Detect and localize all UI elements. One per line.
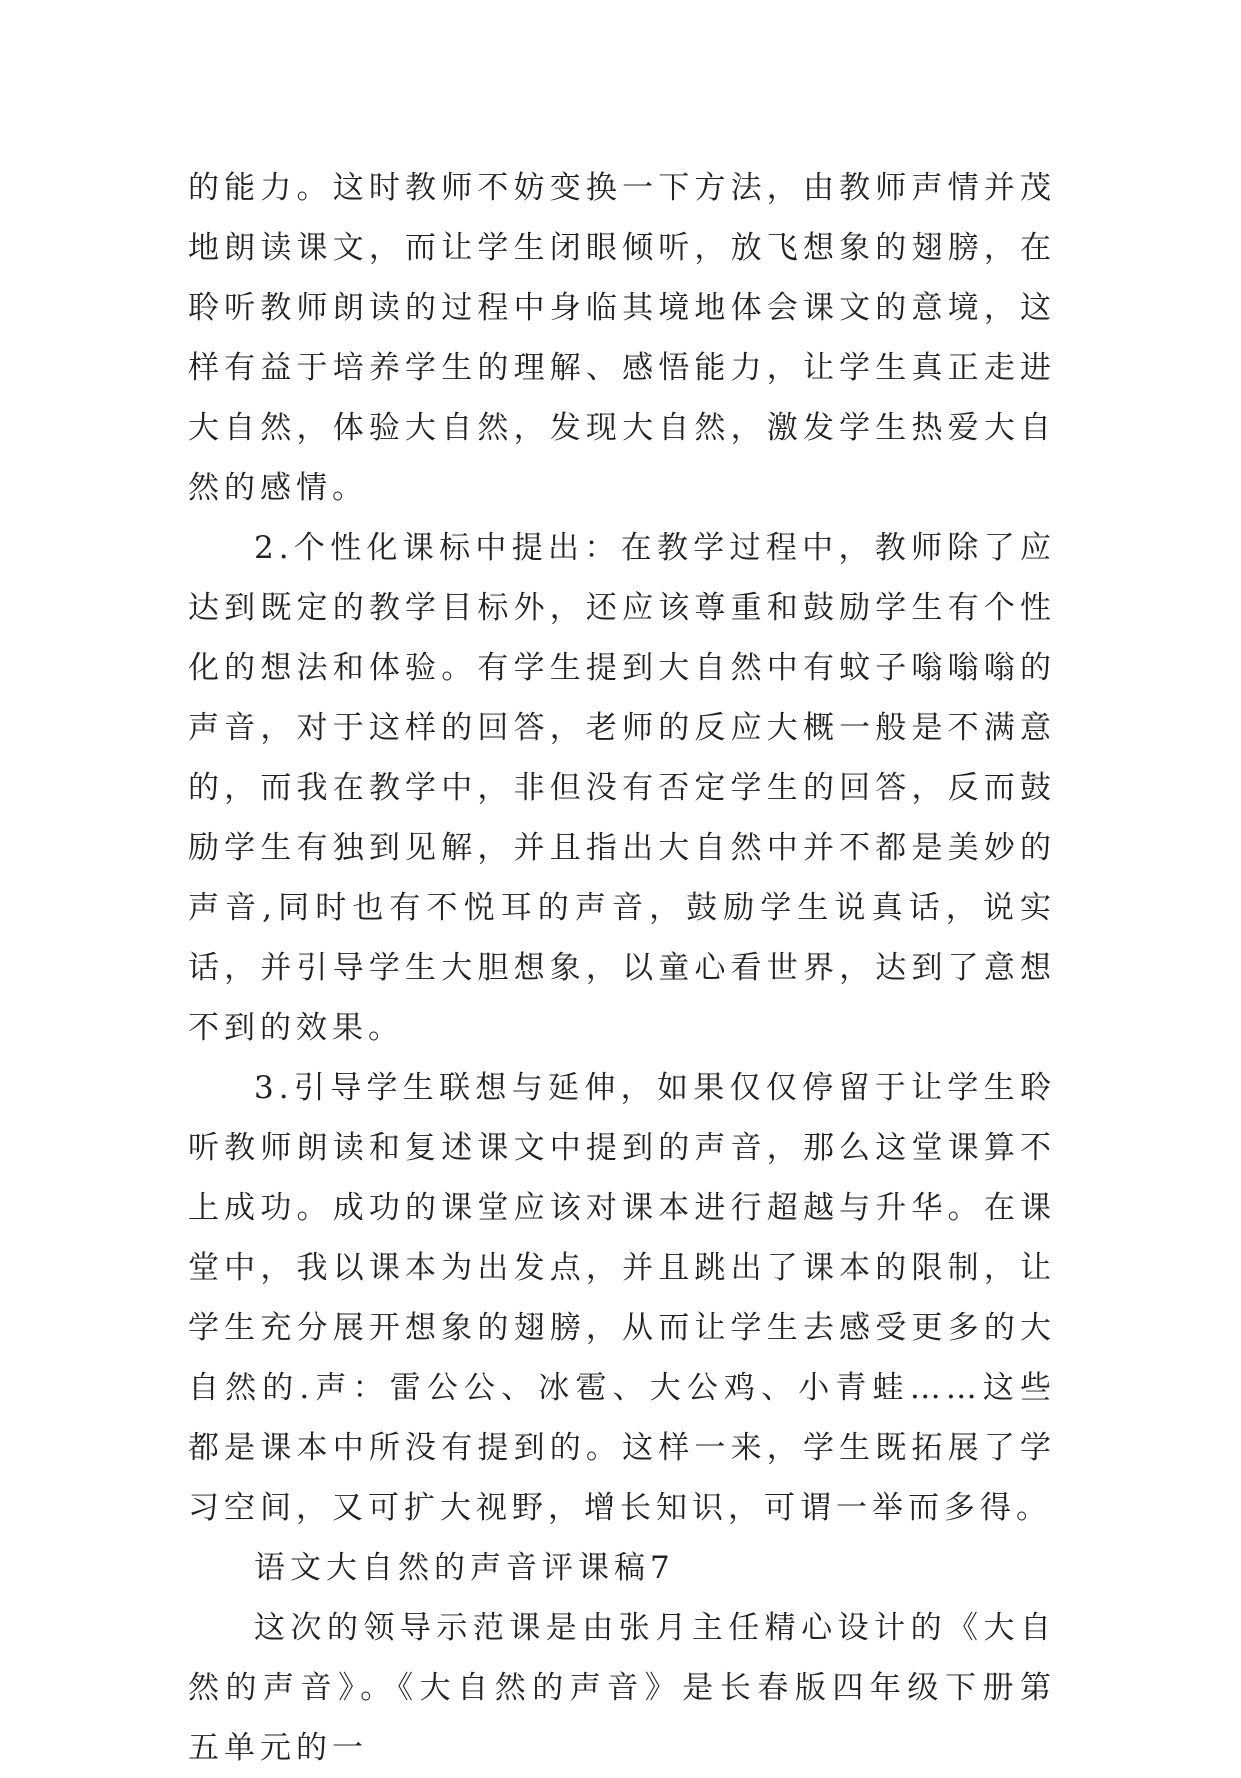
- paragraph-continuation: 的能力。这时教师不妨变换一下方法，由教师声情并茂地朗读课文，而让学生闭眼倾听，放飞想象的翅膀，在聆听教师朗读的过程中身临其境地体会课文的意境，这样有益于培养学生的理解、感悟能力，让学生真正走进大自然，体验大自然，发现大自然，激发学生热爱大自然的感情。: [188, 170, 1056, 506]
- section-heading: 语文大自然的声音评课稿7: [254, 1550, 675, 1586]
- document-body: [188, 158, 1056, 1778]
- paragraph-point-2: 2.个性化课标中提出：在教学过程中，教师除了应达到既定的教学目标外，还应该尊重和鼓励学生有个性化的想法和体验。有学生提到大自然中有蚊子嗡嗡嗡的声音，对于这样的回答，老师的反应大概一般是不满意的，而我在教学中，非但没有否定学生的回答，反而鼓励学生有独到见解，并且指出大自然中并不都是美妙的声音,同时也有不悦耳的声音，鼓励学生说真话，说实话，并引导学生大胆想象，以童心看世界，达到了意想不到的效果。: [188, 530, 1056, 1046]
- paragraph-point-3: 3.引导学生联想与延伸，如果仅仅停留于让学生聆听教师朗读和复述课文中提到的声音，那么这堂课算不上成功。成功的课堂应该对课本进行超越与升华。在课堂中，我以课本为出发点，并且跳出了课本的限制，让学生充分展开想象的翅膀，从而让学生去感受更多的大自然的.声：雷公公、冰雹、大公鸡、小青蛙……这些都是课本中所没有提到的。这样一来，学生既拓展了学习空间，又可扩大视野，增长知识，可谓一举而多得。: [188, 1070, 1056, 1526]
- paragraph-intro: 这次的领导示范课是由张月主任精心设计的《大自然的声音》。《大自然的声音》是长春版四年级下册第五单元的一: [188, 1610, 1056, 1766]
